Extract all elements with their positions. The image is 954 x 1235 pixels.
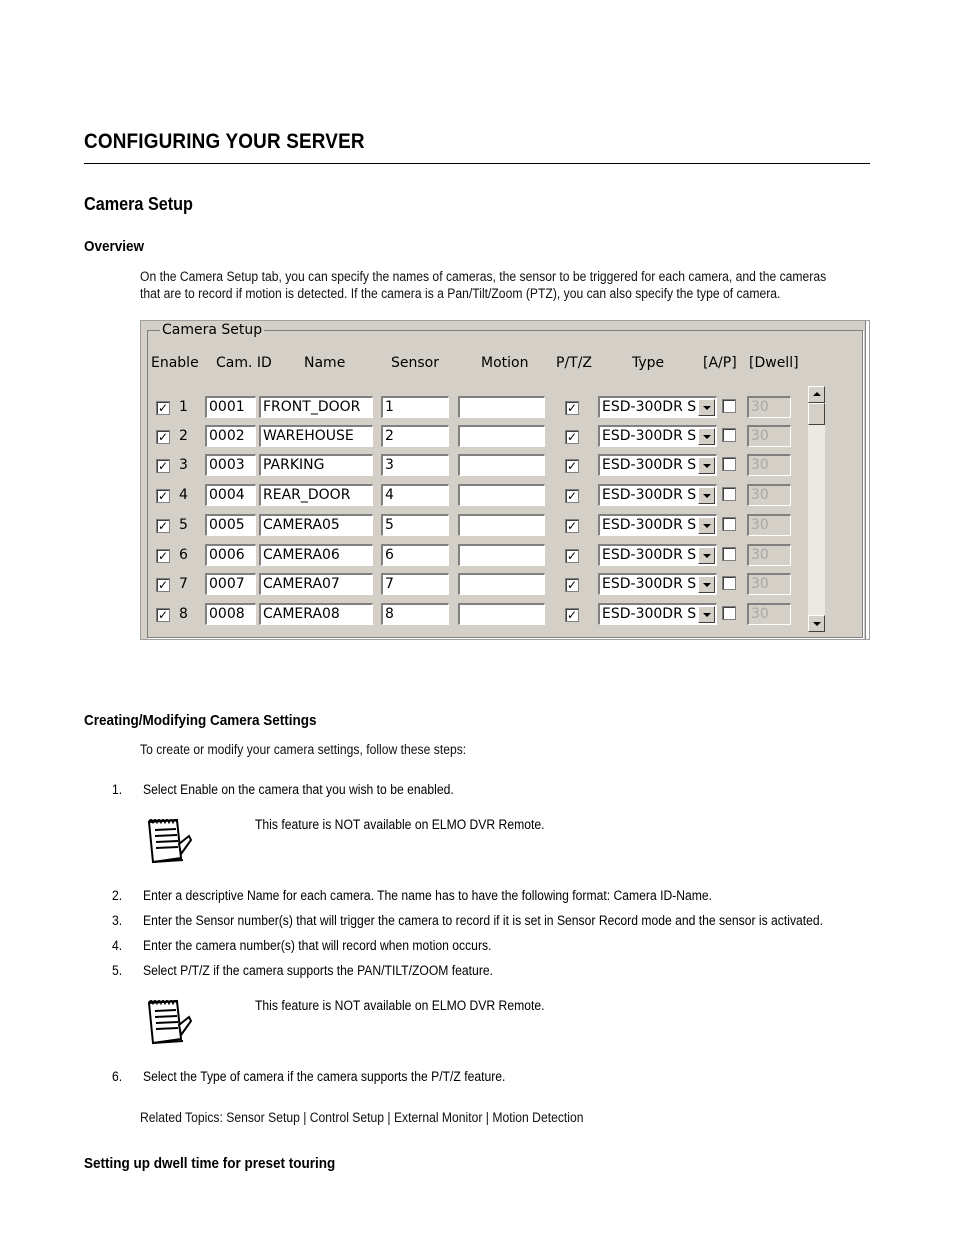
ptz-checkbox[interactable]: ✓ <box>566 430 578 444</box>
row-number: 4 <box>179 487 188 503</box>
camera-row <box>148 573 862 599</box>
ptz-checkbox[interactable]: ✓ <box>566 608 578 622</box>
name-field[interactable]: CAMERA05 <box>259 514 373 536</box>
step-number: 3. <box>112 913 123 928</box>
step-text: Select Enable on the camera that you wish to be enabled. <box>143 782 454 797</box>
enable-checkbox[interactable]: ✓ <box>157 459 169 473</box>
ap-checkbox[interactable] <box>722 576 736 590</box>
creating-heading: Creating/Modifying Camera Settings <box>84 712 317 729</box>
name-field[interactable]: CAMERA07 <box>259 573 373 595</box>
header-sensor: Sensor <box>391 355 439 371</box>
type-select[interactable] <box>598 454 717 476</box>
overview-text-line2: that are to record if motion is detected. If the camera is a Pan/Tilt/Zoom (PTZ), you can also specify the type of camera. <box>140 286 781 301</box>
ptz-checkbox[interactable]: ✓ <box>566 519 578 533</box>
type-value: ESD-300DR S <box>602 517 697 533</box>
header-ptz: P/T/Z <box>556 355 593 371</box>
enable-checkbox[interactable]: ✓ <box>157 430 169 444</box>
chevron-down-icon[interactable] <box>698 547 715 564</box>
sensor-field[interactable]: 6 <box>381 544 449 566</box>
motion-field[interactable] <box>458 454 545 476</box>
type-select[interactable] <box>598 544 717 566</box>
step-number: 4. <box>112 938 123 953</box>
ptz-checkbox[interactable]: ✓ <box>566 549 578 563</box>
cam-id-field[interactable]: 0006 <box>205 544 256 566</box>
dwell-field: 30 <box>747 484 791 506</box>
section-title: CONFIGURING YOUR SERVER <box>84 130 365 153</box>
ap-checkbox[interactable] <box>722 457 736 471</box>
step-text: Enter a descriptive Name for each camera. The name has to have the following format: Camera ID-Name. <box>143 888 713 903</box>
motion-field[interactable] <box>458 514 545 536</box>
camera-row <box>148 484 862 510</box>
camera-row <box>148 425 862 451</box>
enable-checkbox[interactable]: ✓ <box>157 549 169 563</box>
ptz-checkbox[interactable]: ✓ <box>566 489 578 503</box>
motion-field[interactable] <box>458 544 545 566</box>
sensor-field[interactable]: 1 <box>381 396 449 418</box>
sensor-field[interactable]: 4 <box>381 484 449 506</box>
ap-checkbox[interactable] <box>722 606 736 620</box>
sensor-field[interactable]: 7 <box>381 573 449 595</box>
type-value: ESD-300DR S <box>602 428 697 444</box>
row-number: 6 <box>179 547 188 563</box>
step-text: Enter the Sensor number(s) that will trigger the camera to record if it is set in Sensor Record mode and the sensor is activated. <box>143 913 824 928</box>
note-text: This feature is NOT available on ELMO DVR Remote. <box>255 998 545 1013</box>
notepad-icon <box>143 995 193 1047</box>
ap-checkbox[interactable] <box>722 399 736 413</box>
arrow-up-icon[interactable] <box>808 386 825 403</box>
type-value: ESD-300DR S <box>602 606 697 622</box>
ptz-checkbox[interactable]: ✓ <box>566 578 578 592</box>
sensor-field[interactable]: 8 <box>381 603 449 625</box>
sensor-field[interactable]: 5 <box>381 514 449 536</box>
sensor-field[interactable]: 2 <box>381 425 449 447</box>
camera-setup-dialog <box>140 320 870 640</box>
arrow-down-icon[interactable] <box>808 615 825 632</box>
motion-field[interactable] <box>458 603 545 625</box>
row-number: 3 <box>179 457 188 473</box>
header-name: Name <box>304 355 346 371</box>
step-number: 1. <box>112 782 123 797</box>
chevron-down-icon[interactable] <box>698 606 715 623</box>
enable-checkbox[interactable]: ✓ <box>157 578 169 592</box>
ptz-checkbox[interactable]: ✓ <box>566 459 578 473</box>
motion-field[interactable] <box>458 396 545 418</box>
overview-heading: Overview <box>84 238 145 255</box>
name-field[interactable]: CAMERA06 <box>259 544 373 566</box>
chevron-down-icon[interactable] <box>698 457 715 474</box>
section-divider <box>84 163 870 164</box>
cam-id-field[interactable]: 0005 <box>205 514 256 536</box>
camera-setup-group <box>147 322 863 638</box>
group-title: Camera Setup <box>162 322 263 338</box>
dwell-field: 30 <box>747 544 791 566</box>
ap-checkbox[interactable] <box>722 428 736 442</box>
type-select[interactable] <box>598 484 717 506</box>
sensor-field[interactable]: 3 <box>381 454 449 476</box>
cam-id-field[interactable]: 0003 <box>205 454 256 476</box>
type-select[interactable] <box>598 514 717 536</box>
cam-id-field[interactable]: 0002 <box>205 425 256 447</box>
overview-text-line1: On the Camera Setup tab, you can specify the names of cameras, the sensor to be triggered for each camera, and the cameras <box>140 269 827 284</box>
enable-checkbox[interactable]: ✓ <box>157 608 169 622</box>
cam-id-field[interactable]: 0008 <box>205 603 256 625</box>
dwell-field: 30 <box>747 454 791 476</box>
row-number: 1 <box>179 399 188 415</box>
dwell-field: 30 <box>747 514 791 536</box>
header-motion: Motion <box>481 355 529 371</box>
step-text: Enter the camera number(s) that will record when motion occurs. <box>143 938 492 953</box>
step-number: 5. <box>112 963 123 978</box>
scroll-thumb[interactable] <box>808 403 825 425</box>
type-value: ESD-300DR S <box>602 576 697 592</box>
ap-checkbox[interactable] <box>722 517 736 531</box>
step-text: Select P/T/Z if the camera supports the PAN/TILT/ZOOM feature. <box>143 963 494 978</box>
name-field[interactable]: FRONT_DOOR <box>259 396 373 418</box>
camera-row <box>148 514 862 540</box>
enable-checkbox[interactable]: ✓ <box>157 519 169 533</box>
camera-row <box>148 544 862 570</box>
dialog-edge <box>865 321 869 639</box>
cam-id-field[interactable]: 0001 <box>205 396 256 418</box>
enable-checkbox[interactable]: ✓ <box>157 489 169 503</box>
row-number: 5 <box>179 517 188 533</box>
type-select[interactable] <box>598 603 717 625</box>
enable-checkbox[interactable]: ✓ <box>157 401 169 415</box>
header-ap: [A/P] <box>703 355 737 371</box>
row-number: 2 <box>179 428 188 444</box>
type-select[interactable] <box>598 396 717 418</box>
step-number: 2. <box>112 888 123 903</box>
rows-scrollbar[interactable] <box>808 386 825 632</box>
type-value: ESD-300DR S <box>602 547 697 563</box>
type-value: ESD-300DR S <box>602 399 697 415</box>
creating-intro: To create or modify your camera settings, follow these steps: <box>140 742 467 757</box>
chevron-down-icon[interactable] <box>698 576 715 593</box>
note-text: This feature is NOT available on ELMO DVR Remote. <box>255 817 545 832</box>
cam-id-field[interactable]: 0007 <box>205 573 256 595</box>
motion-field[interactable] <box>458 484 545 506</box>
camera-row <box>148 454 862 480</box>
cam-id-field[interactable]: 0004 <box>205 484 256 506</box>
related-topics[interactable]: Related Topics: Sensor Setup | Control Setup | External Monitor | Motion Detection <box>140 1110 584 1125</box>
header-type: Type <box>632 355 665 371</box>
header-dwell: [Dwell] <box>749 355 799 371</box>
dwell-field: 30 <box>747 425 791 447</box>
row-number: 8 <box>179 606 188 622</box>
name-field[interactable]: REAR_DOOR <box>259 484 373 506</box>
type-value: ESD-300DR S <box>602 457 697 473</box>
motion-field[interactable] <box>458 573 545 595</box>
name-field[interactable]: CAMERA08 <box>259 603 373 625</box>
notepad-icon <box>143 814 193 866</box>
chevron-down-icon[interactable] <box>698 428 715 445</box>
motion-field[interactable] <box>458 425 545 447</box>
ap-checkbox[interactable] <box>722 487 736 501</box>
step-number: 6. <box>112 1069 123 1084</box>
type-select[interactable] <box>598 425 717 447</box>
subsection-title: Camera Setup <box>84 194 193 214</box>
header-enable: Enable <box>151 355 199 371</box>
header-cam-id: Cam. ID <box>216 355 272 371</box>
type-select[interactable] <box>598 573 717 595</box>
dwell-field: 30 <box>747 603 791 625</box>
ap-checkbox[interactable] <box>722 547 736 561</box>
chevron-down-icon[interactable] <box>698 487 715 504</box>
ptz-checkbox[interactable]: ✓ <box>566 401 578 415</box>
camera-row <box>148 603 862 629</box>
chevron-down-icon[interactable] <box>698 399 715 416</box>
row-number: 7 <box>179 576 188 592</box>
dwell-heading: Setting up dwell time for preset touring <box>84 1155 336 1172</box>
dwell-field: 30 <box>747 573 791 595</box>
name-field[interactable]: PARKING <box>259 454 373 476</box>
camera-row <box>148 396 862 422</box>
chevron-down-icon[interactable] <box>698 517 715 534</box>
step-text: Select the Type of camera if the camera supports the P/T/Z feature. <box>143 1069 506 1084</box>
dwell-field: 30 <box>747 396 791 418</box>
type-value: ESD-300DR S <box>602 487 697 503</box>
name-field[interactable]: WAREHOUSE <box>259 425 373 447</box>
